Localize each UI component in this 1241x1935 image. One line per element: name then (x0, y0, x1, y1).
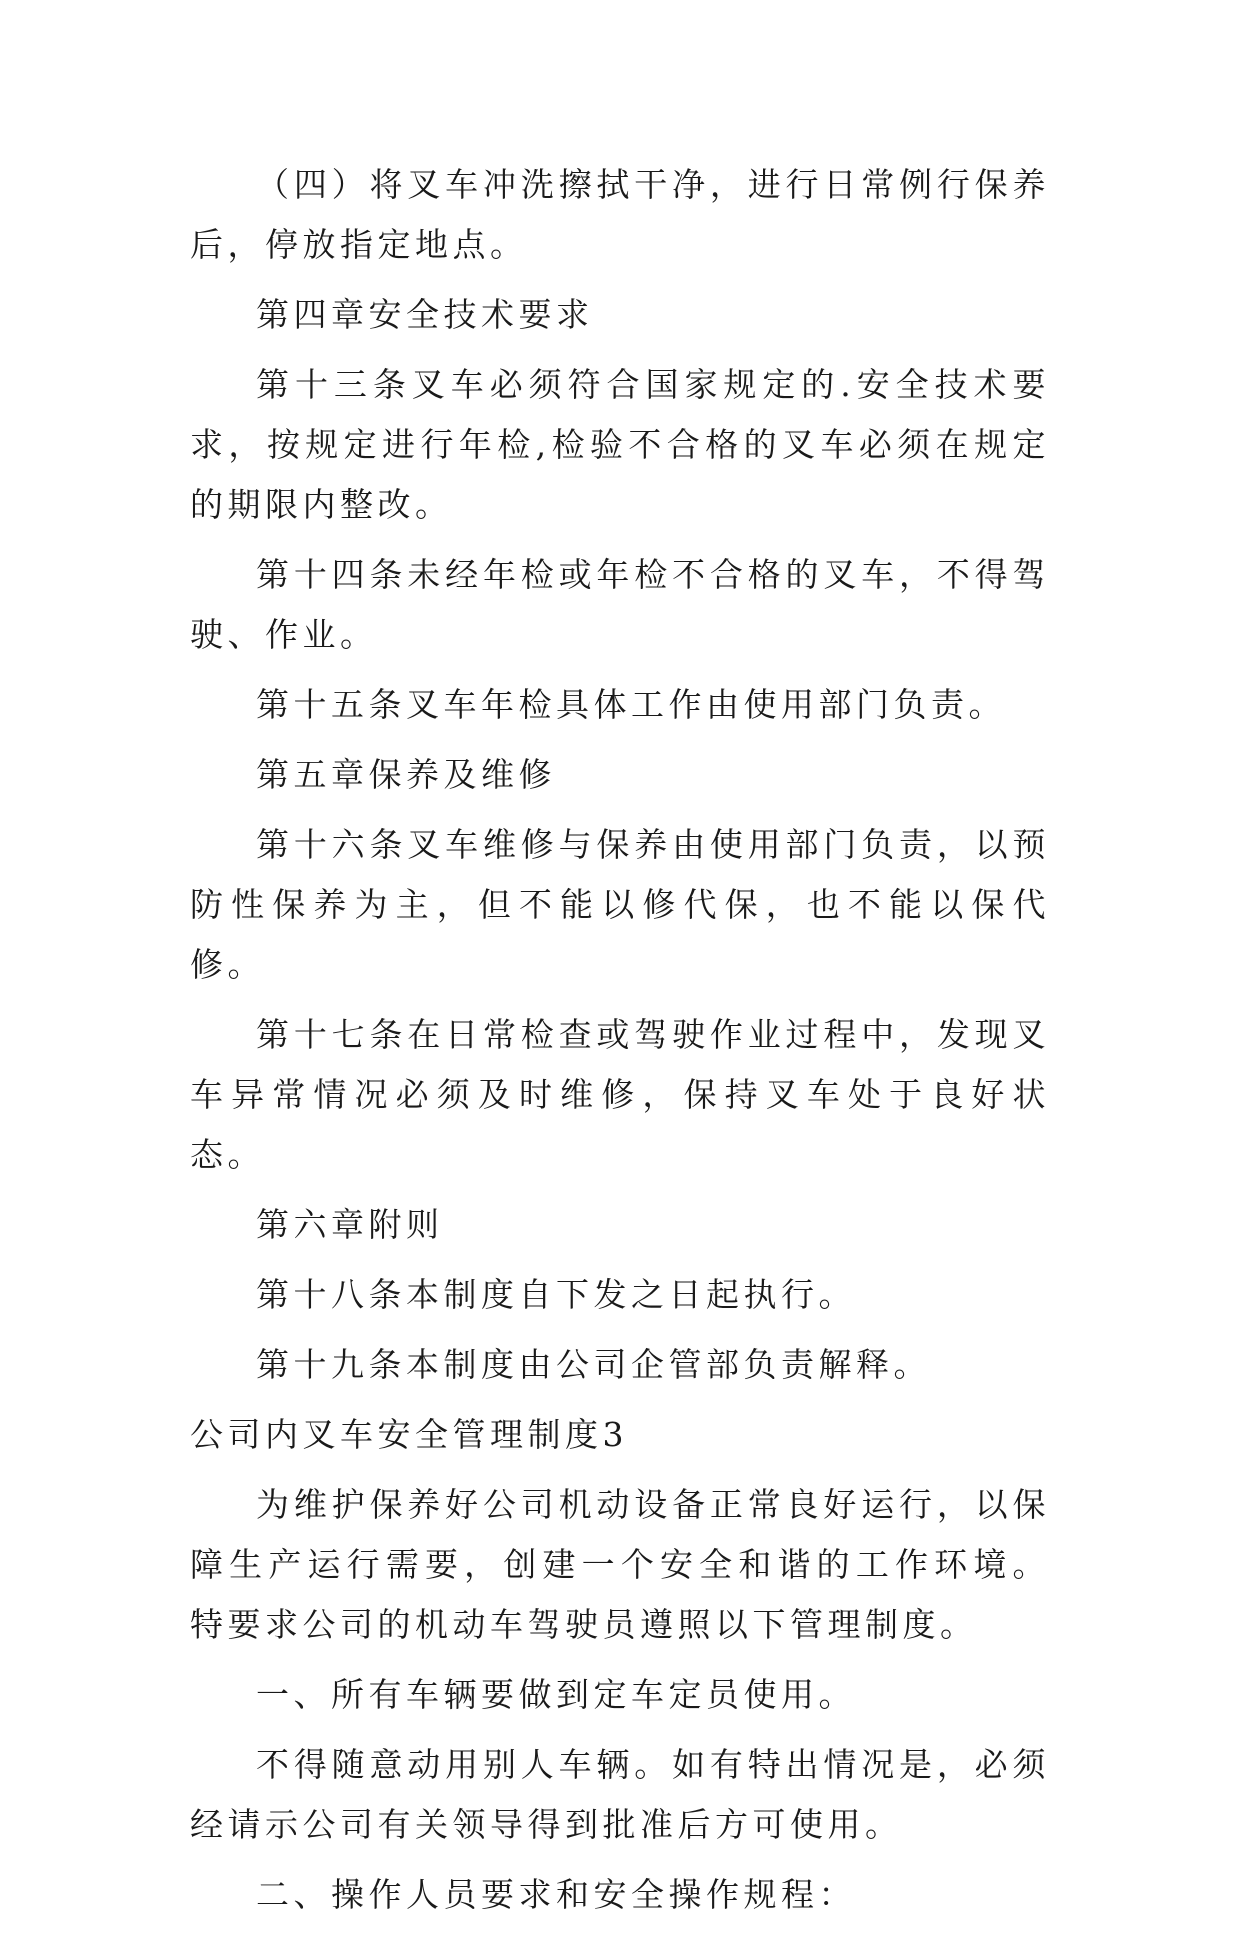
rule-two: 二、操作人员要求和安全操作规程： (256, 1875, 856, 1914)
document-body (190, 155, 1050, 1935)
chapter-heading-maintenance: 第五章保养及维修 (256, 755, 556, 794)
article-17: 第十七条在日常检查或驾驶作业过程中，发现叉车异常情况必须及时维修，保持叉车处于良好状态。 (190, 1015, 1050, 1174)
article-15: 第十五条叉车年检具体工作由使用部门负责。 (256, 685, 1006, 724)
intro-paragraph: 为维护保养好公司机动设备正常良好运行，以保障生产运行需要，创建一个安全和谐的工作环境。特要求公司的机动车驾驶员遵照以下管理制度。 (190, 1485, 1050, 1644)
paragraph-washing-parking: （四）将叉车冲洗擦拭干净，进行日常例行保养后，停放指定地点。 (190, 165, 1050, 264)
rule-one: 一、所有车辆要做到定车定员使用。 (256, 1675, 856, 1714)
chapter-heading-supplementary: 第六章附则 (256, 1205, 444, 1244)
article-14: 第十四条未经年检或年检不合格的叉车，不得驾驶、作业。 (190, 555, 1050, 654)
section-title-regulation-3: 公司内叉车安全管理制度3 (190, 1415, 628, 1454)
article-19: 第十九条本制度由公司企管部负责解释。 (256, 1345, 931, 1384)
article-18: 第十八条本制度自下发之日起执行。 (256, 1275, 856, 1314)
article-16: 第十六条叉车维修与保养由使用部门负责，以预防性保养为主，但不能以修代保，也不能以保代修。 (190, 825, 1050, 984)
chapter-heading-safety-tech: 第四章安全技术要求 (256, 295, 594, 334)
article-13: 第十三条叉车必须符合国家规定的.安全技术要求，按规定进行年检,检验不合格的叉车必须在规定的期限内整改。 (190, 365, 1050, 524)
rule-one-detail: 不得随意动用别人车辆。如有特出情况是，必须经请示公司有关领导得到批准后方可使用。 (190, 1745, 1050, 1844)
